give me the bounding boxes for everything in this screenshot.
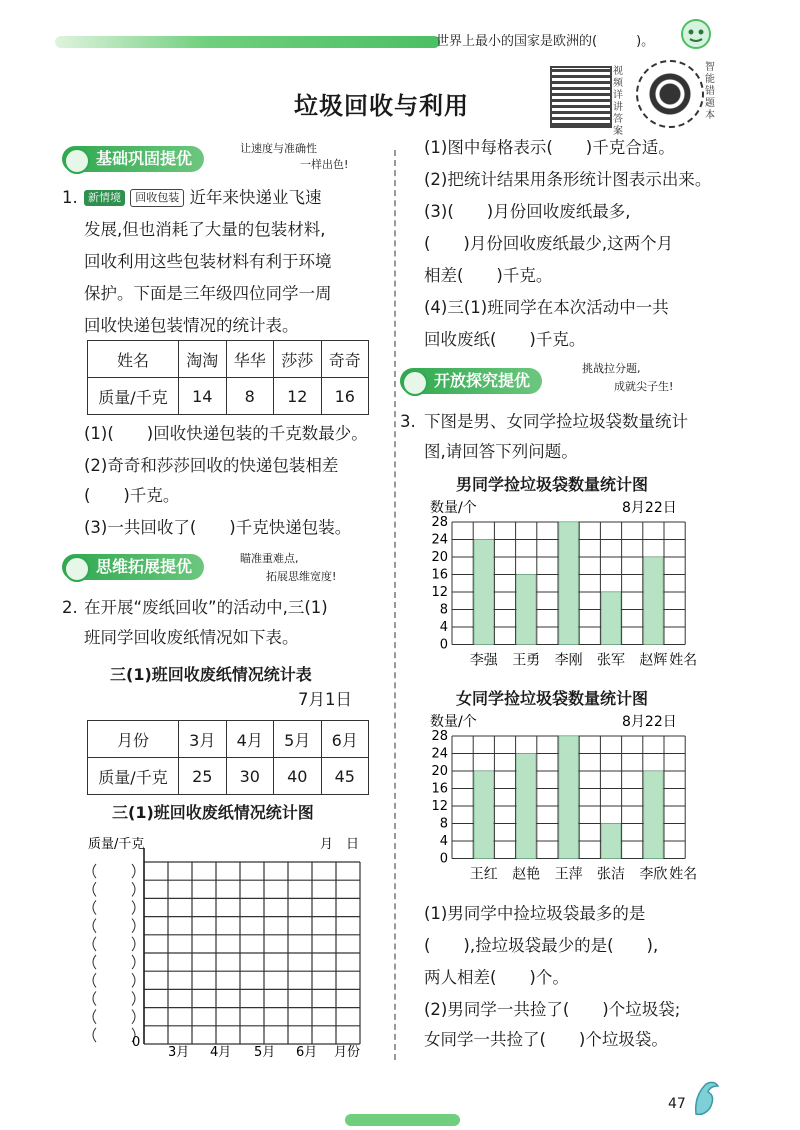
blank-paren-right [132,919,135,933]
girls-chart-title: 女同学捡垃圾袋数量统计图 [456,689,649,708]
q1-cell: 8 [226,378,274,415]
dolphin-icon [690,1078,722,1118]
girls-bar-chart [424,710,714,890]
girls-ytick: 12 [431,799,448,814]
q1-row-label: 质量/千克 [88,378,179,415]
girls-date: 8月22日 [622,714,677,730]
q1-line-2: 回收利用这些包装材料有利于环境 [84,252,332,271]
girls-ylabel: 数量/个 [430,714,477,730]
girls-bar [601,824,620,859]
blank-paren-left [93,955,96,969]
boys-bar-chart [424,496,714,676]
q2-chart-title: 三(1)班回收废纸情况统计图 [112,803,314,822]
q1-cell: 14 [179,378,227,415]
boys-bar [644,557,663,645]
blank-paren-left [93,937,96,951]
q2-cell: 45 [321,758,369,795]
girls-xlabel: 姓名 [669,866,698,883]
satellite-icon [402,370,428,396]
q1-cell: 12 [274,378,322,415]
q2-cat: 4月 [210,1045,232,1060]
q2-sub-3c: 相差( )千克。 [424,266,553,285]
qr-right-label: 智能错题本 [705,62,715,121]
girls-bar [517,754,536,859]
q1-th-0: 姓名 [88,341,179,378]
blank-paren-right [132,900,135,914]
q1-th-2: 华华 [226,341,274,378]
boys-bar [517,575,536,645]
girls-ytick: 0 [439,851,448,867]
blank-paren-left [93,919,96,933]
girls-category-label: 王萍 [554,866,583,883]
q1-sub-3: (3)一共回收了( )千克快递包装。 [84,518,352,537]
q2-table-date: 7月1日 [298,690,352,709]
boys-ytick: 4 [439,620,448,635]
boys-category-label: 赵辉 [639,652,668,669]
boys-chart-title: 男同学捡垃圾袋数量统计图 [456,475,649,494]
qr-code-mistake-book-icon[interactable] [636,60,704,128]
q3-sub-1c: 两人相差( )个。 [424,968,569,987]
girls-ytick: 4 [439,834,448,849]
girls-category-label: 赵艳 [512,866,541,883]
q1-th-3: 莎莎 [274,341,322,378]
boys-category-label: 李强 [469,652,498,669]
girls-ytick: 8 [439,816,448,832]
girls-bar [474,771,493,859]
q3-line-1: 图,请回答下列问题。 [424,442,578,461]
q2-sub-2: (2)把统计结果用条形统计图表示出来。 [424,170,712,189]
q1-th-1: 淘淘 [179,341,227,378]
q1-line-3: 保护。下面是三年级四位同学一周 [84,284,332,303]
q2-th-2: 4月 [226,721,274,758]
q2-sub-4: (4)三(1)班同学在本次活动中一共 [424,298,669,317]
boys-xlabel: 姓名 [669,652,698,669]
page-number: 47 [668,1096,686,1112]
q3-line-0: 下图是男、女同学捡垃圾袋数量统计 [424,412,688,431]
q2-date: 月 日 [320,837,360,852]
q3-number: 3. [400,412,416,431]
q2-zero: 0 [132,1035,141,1050]
open-note-1: 挑战拉分题, [582,362,641,375]
page-title: 垃圾回收与利用 [294,92,469,120]
q2-th-0: 月份 [88,721,179,758]
q2-row-label: 质量/千克 [88,758,179,795]
blank-grid [93,848,360,1044]
thinking-note-1: 瞄准重难点, [240,552,299,565]
q1-line-4: 回收快递包装情况的统计表。 [84,316,299,335]
q2-number: 2. [62,598,78,617]
girls-category-label: 王红 [469,866,498,883]
boys-ytick: 12 [431,585,448,600]
boys-bar [559,522,578,645]
q2-cat: 6月 [296,1045,318,1060]
q2-th-1: 3月 [179,721,227,758]
qr-code-video-icon[interactable] [550,66,612,128]
girls-ytick: 16 [431,781,448,797]
open-note-2: 成就尖子生! [614,380,674,393]
basic-note-2: 一样出色! [300,158,349,171]
q1-sub-2b: ( )千克。 [84,486,180,505]
girls-category-label: 李欣 [639,866,668,883]
boys-category-label: 张军 [597,652,625,669]
girls-ytick: 28 [431,729,448,744]
q3-sub-2b: 女同学一共捡了( )个垃圾袋。 [424,1030,668,1049]
blank-paren-left [93,864,96,878]
thinking-note-2: 拓展思维宽度! [266,570,337,583]
boys-ytick: 8 [439,602,448,618]
blank-paren-right [132,991,135,1005]
basic-note-1: 让速度与准确性 [240,142,317,155]
q2-cell: 30 [226,758,274,795]
boys-ytick: 16 [431,567,448,583]
boys-category-label: 王勇 [512,652,541,669]
target-icon [64,148,90,174]
q1-line-1: 发展,但也消耗了大量的包装材料, [84,220,326,239]
q2-table-title: 三(1)班回收废纸情况统计表 [110,665,312,684]
boys-ylabel: 数量/个 [430,500,477,516]
boys-bar [474,540,493,645]
blank-paren-right [132,864,135,878]
new-context-badge: 新情境 [84,190,125,206]
girls-ytick: 20 [431,764,448,779]
column-divider [394,150,396,1060]
section-banner-thinking: 思维拓展提优 [62,554,204,580]
q1-table [87,340,369,415]
footer-stripe [345,1114,460,1126]
boys-ytick: 20 [431,550,448,565]
boys-ytick: 28 [431,515,448,530]
q2-ylabel: 质量/千克 [88,837,145,852]
blank-paren-left [93,900,96,914]
boys-category-label: 李刚 [554,652,583,669]
blank-paren-right [132,882,135,896]
q2-sub-1: (1)图中每格表示( )千克合适。 [424,138,675,157]
blank-paren-left [93,991,96,1005]
q2-cell: 40 [274,758,322,795]
girls-bar [559,736,578,859]
q2-cat: 3月 [168,1045,190,1060]
q2-sub-4b: 回收废纸( )千克。 [424,330,586,349]
q1-line-0: 近年来快递业飞速 [189,188,322,207]
q2-cat: 5月 [254,1045,276,1060]
blank-paren-left [93,1028,96,1042]
q2-sub-3b: ( )月份回收废纸最少,这两个月 [424,234,674,253]
section-banner-basic: 基础巩固提优 [62,146,204,172]
q1-cell: 16 [321,378,369,415]
boys-ytick: 0 [439,637,448,653]
q1-number: 1. [62,188,78,207]
header-stripe [55,36,440,48]
blank-paren-left [93,1010,96,1024]
q2-xlabel: 月份 [334,1045,361,1060]
robot-mascot-icon [676,16,716,56]
girls-bar [644,771,663,859]
girls-category-label: 张洁 [597,866,625,883]
q1-sub-1: (1)( )回收快递包装的千克数最少。 [84,424,368,443]
boys-ytick: 24 [431,532,448,548]
q2-cell: 25 [179,758,227,795]
q2-blank-chart[interactable] [78,828,378,1060]
q2-th-3: 5月 [274,721,322,758]
blank-paren-right [132,955,135,969]
q2-table [87,720,369,795]
q2-line-1: 班同学回收废纸情况如下表。 [84,628,299,647]
q1-sub-2: (2)奇奇和莎莎回收的快递包装相差 [84,456,339,475]
blank-paren-right [132,937,135,951]
q1-intro [84,182,322,214]
q2-sub-3: (3)( )月份回收废纸最多, [424,202,631,221]
blank-paren-right [132,1010,135,1024]
q3-sub-1b: ( ),捡垃圾袋最少的是( ), [424,936,659,955]
boys-bar [601,592,620,645]
section-banner-open: 开放探究提优 [400,368,542,394]
recycle-package-tag: 回收包装 [130,189,184,207]
q1-th-4: 奇奇 [321,341,369,378]
q2-line-0: 在开展“废纸回收”的活动中,三(1) [84,598,328,617]
girls-ytick: 24 [431,746,448,762]
boys-date: 8月22日 [622,500,677,516]
q3-sub-1: (1)男同学中捡垃圾袋最多的是 [424,904,646,923]
q3-sub-2: (2)男同学一共捡了( )个垃圾袋; [424,1000,681,1019]
header-question: 世界上最小的国家是欧洲的( )。 [436,34,655,49]
blank-paren-right [132,973,135,987]
blank-paren-left [93,973,96,987]
qr-left-label: 视频详讲答案 [613,66,623,137]
blank-paren-left [93,882,96,896]
brain-icon [64,556,90,582]
q2-th-4: 6月 [321,721,369,758]
